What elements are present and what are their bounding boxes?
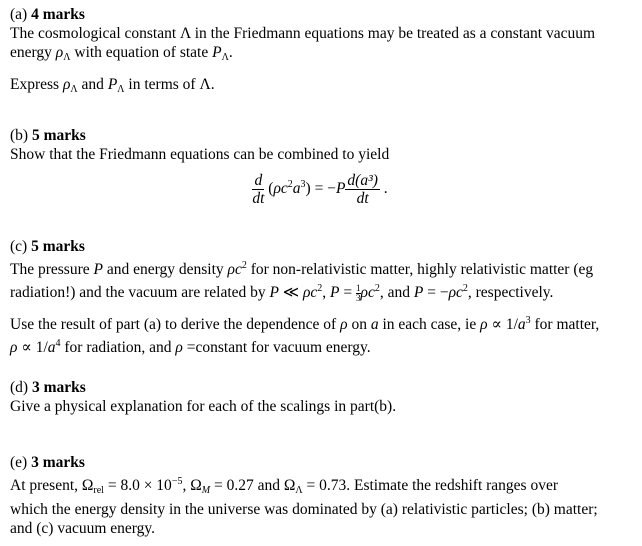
part-e	[10, 453, 630, 538]
part-label: (a)	[10, 6, 28, 23]
part-marks: 3 marks	[31, 379, 86, 396]
part-e-heading	[10, 453, 630, 472]
part-a	[10, 5, 630, 99]
part-b-text: Show that the Friedmann equations can be combined to yield	[10, 146, 390, 163]
part-c	[10, 237, 630, 357]
part-c-text-line-1: The pressure P and energy density $\rho c^2$ for non-relativistic matter, highly relativistic matter (eg	[10, 260, 594, 278]
part-c-question-line-2: $\rho \propto 1/a^4$ for radiation, and ρ =constant for vacuum energy.	[10, 337, 371, 356]
part-d-heading	[10, 378, 630, 397]
part-e-text-line-1: At present, $\Omega rel = 8.0 \times 10^{-5}$, $\Omega_M = 0.27$ and ΩΛ = 0.73. Estimate the redshift ranges over	[10, 476, 558, 496]
equation-rhs-fraction: $\frac{\text{d(a³)}}{dt}$	[347, 172, 378, 207]
part-c-text-line-2: radiation!) and the vacuum are related by P ≪ $\rho c^2$, P = $\frac{1}{3}$ $\rho c^2$, and $P = -\rho c^2$, respectively.	[10, 282, 554, 303]
part-label: (d)	[10, 379, 29, 396]
part-marks: 3 marks	[31, 454, 85, 471]
part-e-text-line-2: which the energy density in the universe was dominated by (a) relativistic particles; (b) matter;	[10, 501, 598, 518]
equation-end: .	[383, 180, 388, 198]
part-b	[10, 126, 630, 207]
part-a-text-line-1: The cosmological constant Λ in the Friedmann equations may be treated as a constant vacuum	[10, 25, 596, 42]
part-marks: 4 marks	[31, 6, 85, 23]
equation-lhs-body: $(\rho c^2a^3) = -P$	[268, 179, 346, 198]
part-a-question: Express ρΛ and PΛ in terms of Λ.	[10, 76, 215, 95]
part-a-heading	[10, 5, 630, 24]
part-label: (b)	[10, 127, 29, 144]
part-marks: 5 marks	[31, 127, 86, 144]
part-marks: 5 marks	[31, 238, 85, 255]
part-c-heading	[10, 237, 630, 256]
part-c-question-line-1: Use the result of part (a) to derive the dependence of ρ on a in each case, ie $\rho \propto 1/a^3$ for matter,	[10, 314, 600, 333]
part-b-heading	[10, 126, 630, 145]
part-e-text-line-3: and (c) vacuum energy.	[10, 520, 156, 537]
part-b-equation	[10, 172, 630, 207]
part-label: (e)	[10, 454, 28, 471]
part-d	[10, 378, 630, 416]
part-d-text: Give a physical explanation for each of the scalings in part(b).	[10, 398, 397, 415]
part-a-text-line-2: energy ρΛ with equation of state PΛ.	[10, 44, 233, 63]
part-label: (c)	[10, 238, 28, 255]
equation-lhs-fraction: $\frac{d}{dt}$	[252, 172, 265, 207]
